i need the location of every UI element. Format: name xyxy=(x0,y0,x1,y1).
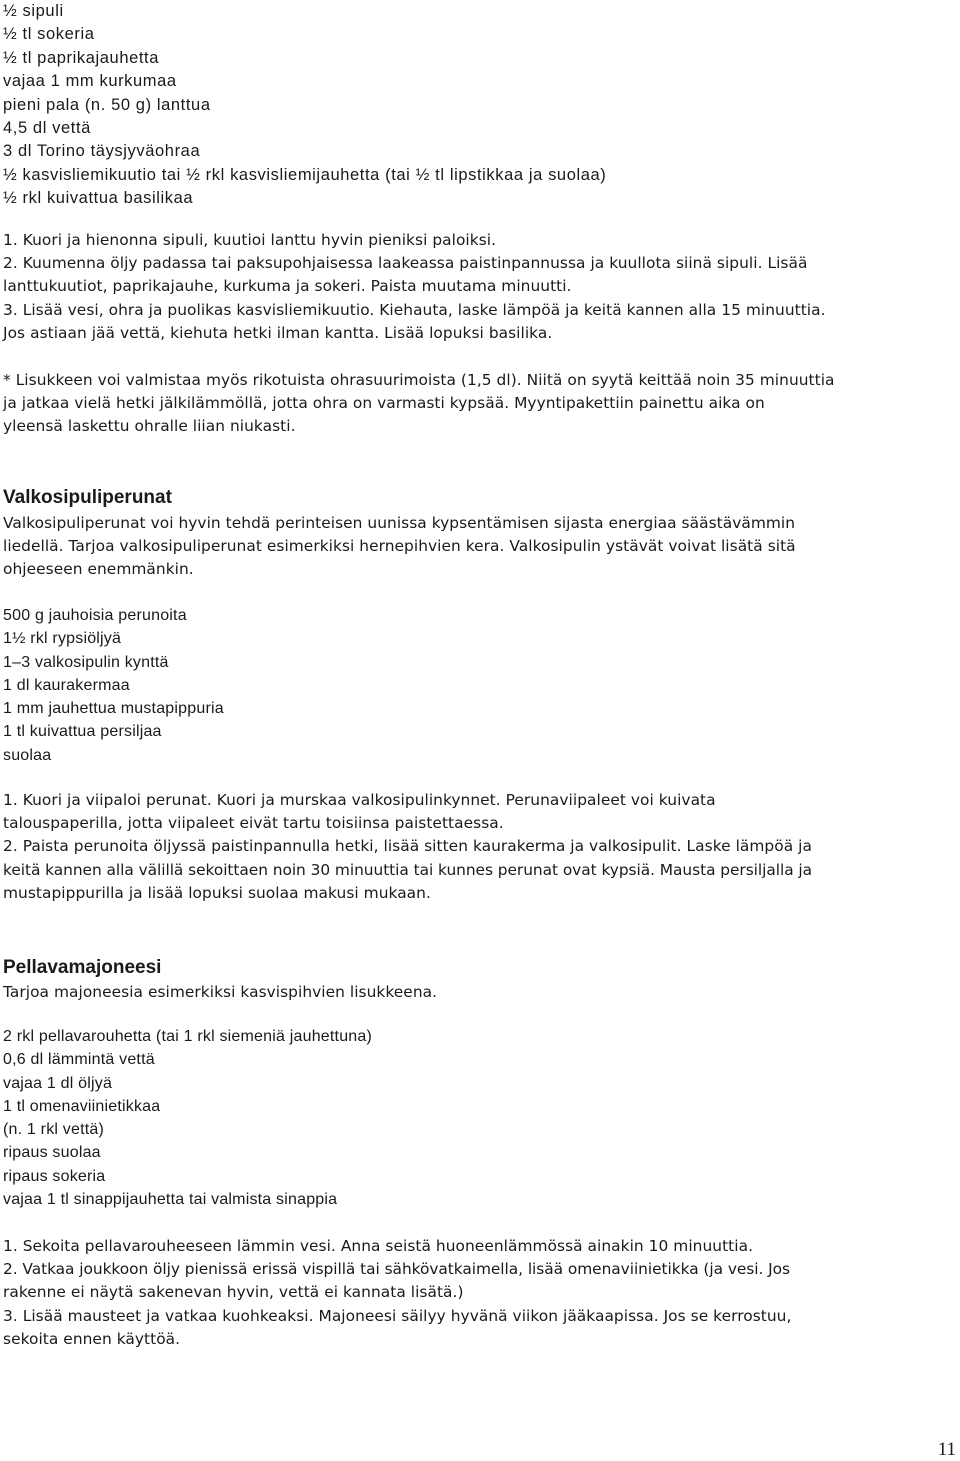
intro-line: liedellä. Tarjoa valkosipuliperunat esimerkiksi hernepihvien kera. Valkosipulin ystävät voivat lisätä sitä xyxy=(3,537,796,556)
soup-note xyxy=(3,369,835,439)
step-line: 2. Paista perunoita öljyssä paistinpannulla hetki, lisää sitten kaurakerma ja valkosipulit. Laske lämpöä ja xyxy=(3,837,812,856)
note-line: yleensä laskettu ohralle liian niukasti. xyxy=(3,417,296,436)
page-number: 11 xyxy=(937,1439,956,1460)
ingredient-line: 1 tl kuivattua persiljaa xyxy=(3,723,162,741)
mayo-intro: Tarjoa majoneesia esimerkiksi kasvispihvien lisukkeena. xyxy=(3,983,438,1001)
ingredient-line: 3 dl Torino täysjyväohraa xyxy=(3,142,201,161)
ingredient-line: 1 mm jauhettua mustapippuria xyxy=(3,700,224,718)
ingredient-line: 1–3 valkosipulin kynttä xyxy=(3,653,169,671)
ingredient-line: 2 rkl pellavarouhetta (tai 1 rkl siemeniä jauhettuna) xyxy=(3,1028,373,1045)
ingredient-line: vajaa 1 dl öljyä xyxy=(3,1074,113,1092)
recipe-heading-pellavamajoneesi: Pellavamajoneesi xyxy=(3,957,162,978)
ingredient-line: ½ kasvisliemikuutio tai ½ rkl kasvisliemijauhetta (tai ½ tl lipstikkaa ja suolaa) xyxy=(3,165,607,184)
ingredient-line: 1½ rkl rypsiöljyä xyxy=(3,630,122,648)
recipe-heading-valkosipuliperunat: Valkosipuliperunat xyxy=(3,487,172,508)
ingredient-line: vajaa 1 mm kurkumaa xyxy=(3,72,177,91)
ingredient-line: ½ tl paprikajauhetta xyxy=(3,48,160,67)
intro-line: Valkosipuliperunat voi hyvin tehdä perinteisen uunissa kypsentämisen sijasta energiaa säästävämmin xyxy=(3,514,796,532)
step-line: 2. Kuumenna öljy padassa tai paksupohjaisessa laakeassa paistinpannussa ja kuullota siinä sipuli. Lisää xyxy=(3,254,808,273)
ingredient-line: pieni pala (n. 50 g) lanttua xyxy=(3,95,211,114)
step-line: 1. Kuori ja hienonna sipuli, kuutioi lanttu hyvin pieniksi paloiksi. xyxy=(3,231,497,249)
mayo-ingredient-list xyxy=(3,1025,372,1211)
soup-ingredient-list xyxy=(3,0,606,211)
step-line: talouspaperilla, jotta viipaleet eivät tartu toisiinsa paistettaessa. xyxy=(3,814,504,833)
ingredient-line: 1 dl kaurakermaa xyxy=(3,676,130,694)
note-line: ja jatkaa vielä hetki jälkilämmöllä, jotta ohra on varmasti kypsää. Myyntipakettiin painettu aika on xyxy=(3,394,765,413)
potatoes-steps xyxy=(3,789,812,905)
step-line: 1. Sekoita pellavarouheeseen lämmin vesi. Anna seistä huoneenlämmössä ainakin 10 minuuttia. xyxy=(3,1237,754,1255)
intro-line: ohjeeseen enemmänkin. xyxy=(3,560,194,579)
ingredient-line: suolaa xyxy=(3,746,52,764)
step-line: 3. Lisää vesi, ohra ja puolikas kasvisliemikuutio. Kiehauta, laske lämpöä ja keitä kannen alla 15 minuuttia. xyxy=(3,300,826,319)
step-line: 1. Kuori ja viipaloi perunat. Kuori ja murskaa valkosipulinkynnet. Perunaviipaleet voi kuivata xyxy=(3,791,716,809)
ingredient-line: 500 g jauhoisia perunoita xyxy=(3,607,187,624)
ingredient-line: ripaus suolaa xyxy=(3,1144,101,1162)
potatoes-ingredient-list xyxy=(3,604,224,767)
ingredient-line: (n. 1 rkl vettä) xyxy=(3,1121,105,1139)
step-line: mustapippurilla ja lisää lopuksi suolaa makusi mukaan. xyxy=(3,883,431,902)
soup-steps xyxy=(3,229,826,345)
step-line: keitä kannen alla välillä sekoittaen noin 30 minuuttia tai kunnes perunat ovat kypsiä. Mausta persiljalla ja xyxy=(3,860,813,879)
note-line: * Lisukkeen voi valmistaa myös rikotuista ohrasuurimoista (1,5 dl). Niitä on syytä keittää noin 35 minuuttia xyxy=(3,371,835,389)
ingredient-line: ½ sipuli xyxy=(3,2,64,20)
step-line: lanttukuutiot, paprikajauhe, kurkuma ja sokeri. Paista muutama minuutti. xyxy=(3,277,572,296)
ingredient-line: 4,5 dl vettä xyxy=(3,119,91,138)
step-line: 2. Vatkaa joukkoon öljy pienissä erissä vispillä tai sähkövatkaimella, lisää omenaviinietikka (ja vesi. Jos xyxy=(3,1260,790,1279)
ingredient-line: 1 tl omenaviinietikkaa xyxy=(3,1097,161,1115)
step-line: sekoita ennen käyttöä. xyxy=(3,1329,181,1348)
step-line: Jos astiaan jää vettä, kiehuta hetki ilman kantta. Lisää lopuksi basilika. xyxy=(3,323,553,342)
ingredient-line: ½ rkl kuivattua basilikaa xyxy=(3,189,194,208)
step-line: 3. Lisää mausteet ja vatkaa kuohkeaksi. Majoneesi säilyy hyvänä viikon jääkaapissa. Jos se kerrostuu, xyxy=(3,1306,792,1325)
ingredient-line: ½ tl sokeria xyxy=(3,25,95,44)
ingredient-line: 0,6 dl lämmintä vettä xyxy=(3,1051,155,1069)
step-line: rakenne ei näytä sakenevan hyvin, vettä ei kannata lisätä.) xyxy=(3,1283,464,1302)
ingredient-line: ripaus sokeria xyxy=(3,1167,106,1185)
potatoes-intro xyxy=(3,512,796,582)
mayo-steps xyxy=(3,1235,791,1351)
ingredient-line: vajaa 1 tl sinappijauhetta tai valmista sinappia xyxy=(3,1191,338,1209)
